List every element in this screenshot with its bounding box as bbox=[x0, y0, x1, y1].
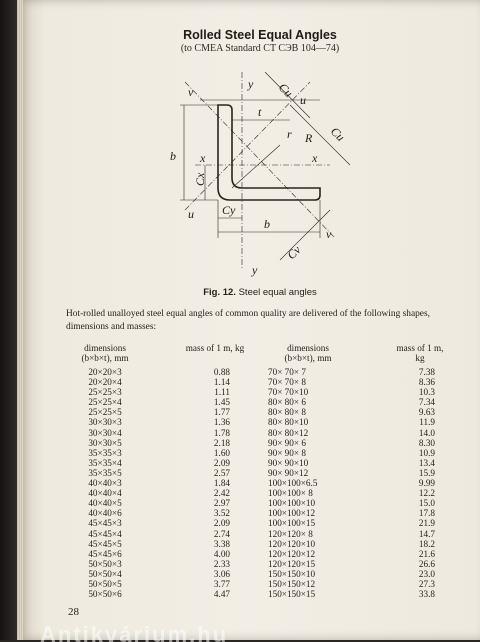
table-row-dim: 120×120×12 bbox=[268, 548, 316, 559]
label-y-top: y bbox=[248, 77, 254, 91]
steel-angle-diagram bbox=[160, 60, 360, 282]
header-mass-right-line1: mass of 1 m, bbox=[396, 343, 444, 353]
table-row-dim: 40×40×6 bbox=[88, 508, 122, 519]
label-r: r bbox=[287, 127, 292, 141]
header-dimensions-right-line1: dimensions bbox=[287, 343, 329, 353]
label-v-top: v bbox=[188, 85, 194, 99]
table-row-mass: 12.2 bbox=[418, 488, 435, 499]
table-row-dim: 120×120×10 bbox=[268, 538, 316, 549]
table-row-mass: 2.57 bbox=[213, 467, 230, 478]
table-row-dim: 50×50×3 bbox=[88, 558, 122, 569]
intro-paragraph: Hot-rolled unalloyed steel equal angles of common quality are delivered of the following shapes, dimensions and masses: bbox=[66, 309, 430, 332]
label-cu-right: Cu bbox=[327, 124, 348, 145]
right-dimensions-column bbox=[268, 367, 348, 599]
header-mass-left-line1: mass of 1 m, kg bbox=[185, 343, 245, 353]
table-row-dim: 20×20×3 bbox=[88, 367, 122, 377]
page-edge-stack bbox=[17, 0, 23, 640]
label-b-bottom: b bbox=[264, 217, 270, 231]
table-row-mass: 2.09 bbox=[213, 518, 230, 529]
table-row-mass: 1.60 bbox=[213, 447, 230, 458]
table-row-dim: 80× 80× 6 bbox=[268, 397, 306, 408]
table-row-dim: 100×100×15 bbox=[268, 518, 316, 529]
table-row-mass: 0.88 bbox=[213, 367, 230, 377]
table-row-mass: 11.9 bbox=[419, 417, 435, 428]
table-row-dim: 35×35×3 bbox=[88, 447, 122, 458]
table-row-dim: 40×40×3 bbox=[88, 478, 122, 489]
label-cy: Cy bbox=[222, 203, 236, 217]
table-row-mass: 2.09 bbox=[213, 457, 230, 468]
label-u-top: u bbox=[300, 93, 306, 107]
table-row-dim: 45×45×6 bbox=[88, 548, 122, 559]
label-x-right: x bbox=[312, 151, 318, 165]
table-row-dim: 30×30×3 bbox=[88, 417, 122, 428]
table-row-mass: 9.99 bbox=[418, 478, 435, 489]
table-row-mass: 2.33 bbox=[213, 558, 230, 569]
table-row-mass: 17.8 bbox=[418, 508, 435, 519]
table-row-dim: 120×120×15 bbox=[268, 558, 316, 569]
table-row-dim: 25×25×3 bbox=[88, 387, 122, 398]
table-row-mass: 3.52 bbox=[213, 508, 230, 519]
figure-caption bbox=[160, 287, 360, 298]
table-row-dim: 50×50×4 bbox=[88, 568, 122, 579]
table-row-dim: 90× 90× 8 bbox=[268, 447, 306, 458]
header-dimensions-left bbox=[70, 343, 140, 363]
table-row-dim: 120×120× 8 bbox=[268, 528, 313, 539]
table-row-mass: 3.06 bbox=[213, 568, 230, 579]
table-row-mass: 1.84 bbox=[213, 478, 230, 489]
table-row-dim: 150×150×10 bbox=[268, 568, 316, 579]
table-row-dim: 100×100×6.5 bbox=[268, 478, 318, 489]
table-row-mass: 27.3 bbox=[418, 578, 435, 589]
table-row-dim: 40×40×4 bbox=[88, 488, 122, 499]
label-cu-top: Cu bbox=[275, 80, 296, 101]
table-row-mass: 8.30 bbox=[418, 437, 435, 448]
table-row-dim: 40×40×5 bbox=[88, 498, 122, 509]
label-cx: Cx bbox=[193, 172, 207, 186]
table-row-mass: 3.38 bbox=[213, 538, 230, 549]
left-dimensions-column bbox=[70, 367, 140, 599]
table-row-mass: 2.74 bbox=[213, 528, 230, 539]
table-row-mass: 1.78 bbox=[213, 427, 230, 438]
label-y-bottom: y bbox=[252, 263, 258, 277]
table-row-mass: 10.9 bbox=[418, 447, 435, 458]
table-row-dim: 90× 90×10 bbox=[268, 457, 309, 468]
figure-caption-text: Steel equal angles bbox=[238, 287, 317, 298]
table-row-dim: 25×25×4 bbox=[88, 397, 122, 408]
table-row-dim: 90× 90×12 bbox=[268, 467, 309, 478]
table-row-mass: 21.6 bbox=[418, 548, 435, 559]
table-row-mass: 2.42 bbox=[213, 488, 230, 499]
table-row-mass: 4.00 bbox=[213, 548, 230, 559]
table-row-mass: 14.0 bbox=[418, 427, 435, 438]
table-row-dim: 50×50×6 bbox=[88, 589, 122, 600]
figure-caption-number: Fig. 12. bbox=[203, 287, 236, 298]
table-row-mass: 9.63 bbox=[418, 407, 435, 418]
table-row-mass: 13.4 bbox=[418, 457, 435, 468]
table-row-dim: 45×45×5 bbox=[88, 538, 122, 549]
table-row-dim: 150×150×15 bbox=[268, 589, 316, 600]
table-row-mass: 26.6 bbox=[418, 558, 435, 569]
label-v-bottom: v bbox=[326, 227, 332, 241]
table-row-mass: 15.0 bbox=[418, 498, 435, 509]
label-t: t bbox=[258, 105, 262, 119]
watermark: Antikvárium.hu bbox=[40, 622, 229, 642]
table-row-dim: 80× 80×12 bbox=[268, 427, 309, 438]
table-row-dim: 70× 70× 8 bbox=[268, 377, 306, 388]
table-row-dim: 80× 80×10 bbox=[268, 417, 309, 428]
table-row-dim: 45×45×3 bbox=[88, 518, 122, 529]
table-row-dim: 70× 70×10 bbox=[268, 387, 309, 398]
table-row-mass: 1.14 bbox=[213, 377, 230, 388]
table-row-dim: 30×30×5 bbox=[88, 437, 122, 448]
label-u-left: u bbox=[188, 207, 194, 221]
table-row-mass: 10.3 bbox=[418, 387, 435, 398]
page-number: 28 bbox=[68, 606, 79, 618]
table-row-mass: 15.9 bbox=[418, 467, 435, 478]
table-row-dim: 100×100×12 bbox=[268, 508, 316, 519]
table-row-dim: 100×100×10 bbox=[268, 498, 316, 509]
header-dimensions-left-line2: (b×b×t), mm bbox=[81, 353, 129, 363]
header-mass-right-line2: kg bbox=[415, 353, 425, 363]
table-row-mass: 18.2 bbox=[418, 538, 435, 549]
table-row-mass: 3.77 bbox=[213, 578, 230, 589]
label-cv: Cv bbox=[284, 242, 304, 263]
table-row-mass: 7.34 bbox=[418, 397, 435, 408]
table-row-dim: 20×20×4 bbox=[88, 377, 122, 388]
table-row-dim: 90× 90× 6 bbox=[268, 437, 306, 448]
table-row-dim: 100×100× 8 bbox=[268, 488, 313, 499]
table-row-dim: 45×45×4 bbox=[88, 528, 122, 539]
table-row-dim: 70× 70× 7 bbox=[268, 367, 306, 377]
table-row-mass: 2.97 bbox=[213, 498, 230, 509]
table-row-mass: 1.45 bbox=[213, 397, 230, 408]
table-row-dim: 30×30×4 bbox=[88, 427, 122, 438]
table-row-mass: 2.18 bbox=[213, 437, 230, 448]
table-row-mass: 33.8 bbox=[418, 589, 435, 600]
table-row-mass: 4.47 bbox=[213, 589, 230, 600]
left-mass-column bbox=[160, 367, 230, 599]
page-title: Rolled Steel Equal Angles bbox=[183, 28, 337, 42]
table-row-mass: 23.0 bbox=[418, 568, 435, 579]
header-mass-left bbox=[175, 343, 255, 353]
right-mass-column bbox=[395, 367, 435, 599]
table-row-dim: 150×150×12 bbox=[268, 578, 316, 589]
table-row-mass: 14.7 bbox=[418, 528, 435, 539]
label-x-left: x bbox=[200, 151, 206, 165]
table-row-mass: 1.11 bbox=[214, 387, 230, 398]
table-row-dim: 25×25×5 bbox=[88, 407, 122, 418]
table-row-dim: 80× 80× 8 bbox=[268, 407, 306, 418]
table-row-mass: 21.9 bbox=[418, 518, 435, 529]
table-row-mass: 8.36 bbox=[418, 377, 435, 388]
header-dimensions-right-line2: (b×b×t), mm bbox=[284, 353, 332, 363]
table-row-dim: 35×35×5 bbox=[88, 467, 122, 478]
table-row-dim: 35×35×4 bbox=[88, 457, 122, 468]
label-b-left: b bbox=[170, 149, 176, 163]
header-dimensions-right bbox=[268, 343, 348, 363]
header-dimensions-left-line1: dimensions bbox=[84, 343, 126, 353]
table-row-mass: 7.38 bbox=[418, 367, 435, 377]
label-R: R bbox=[305, 131, 313, 145]
table-row-mass: 1.77 bbox=[213, 407, 230, 418]
table-row-dim: 50×50×5 bbox=[88, 578, 122, 589]
page-subtitle: (to CMEA Standard CT СЭВ 104—74) bbox=[180, 43, 340, 54]
header-mass-right bbox=[385, 343, 455, 363]
table-row-mass: 1.36 bbox=[213, 417, 230, 428]
